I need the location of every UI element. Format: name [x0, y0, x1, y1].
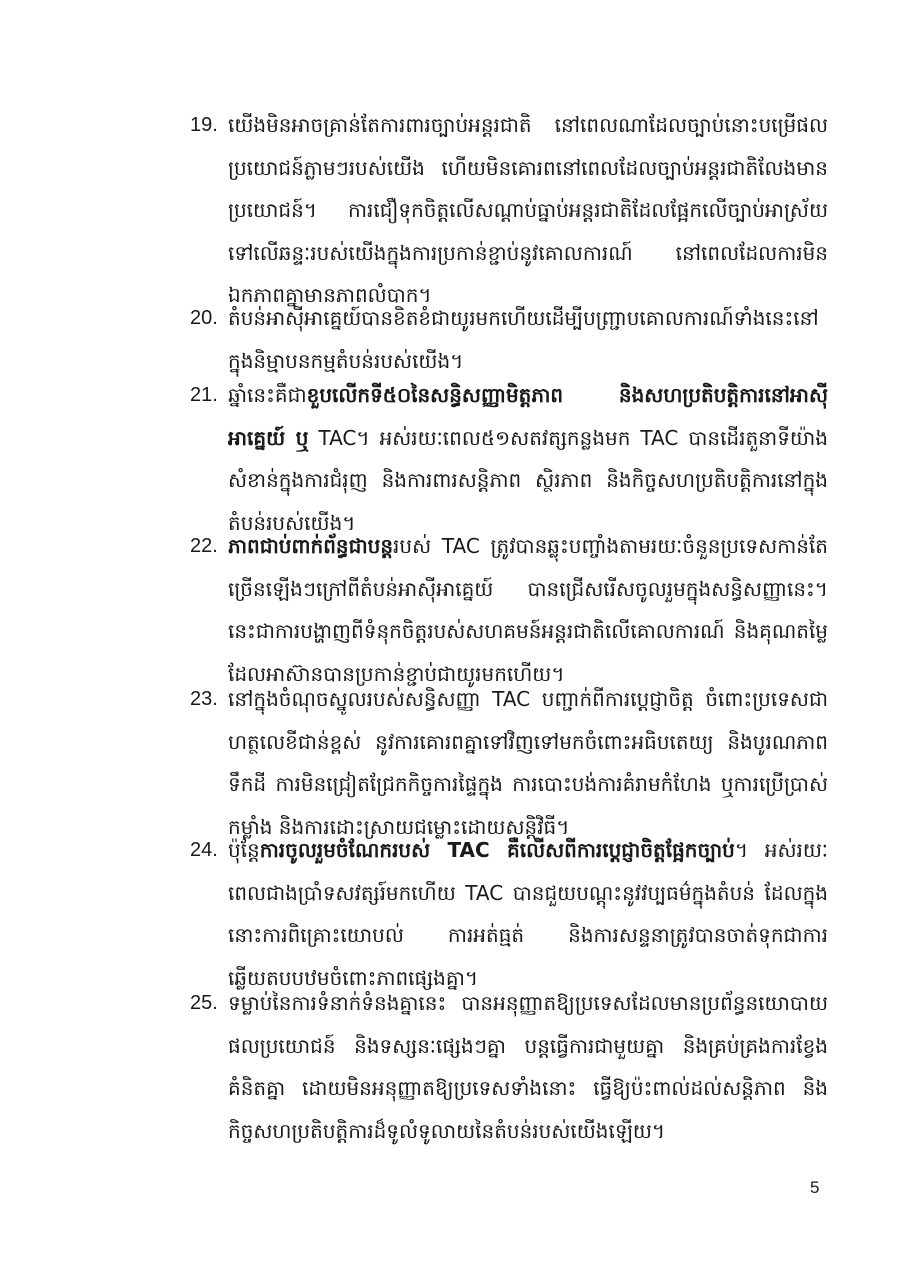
- paragraph-body: ។ អស់រយៈពេលជាងប្រាំទសវត្សរ៍មកហើយ TAC បានជួយបណ្តុះនូវវប្បធម៌ក្នុងតំបន់ ដែលក្នុងនោះការពិគ្រោះយោបល់ ការអត់ធ្មត់ និងការសន្ទនាត្រូវបានចាត់ទុកជាការឆ្លើយតបបឋមចំពោះភាពផ្សេងគ្នា។: [228, 838, 828, 990]
- paragraph-number: 23.: [190, 688, 218, 710]
- paragraph-number: 20.: [190, 307, 218, 329]
- paragraph-number: 25.: [190, 992, 218, 1014]
- paragraph-text: នៅក្នុងចំណុចស្នូលរបស់សន្ធិសញ្ញា TAC បញ្ជាក់ពីការប្តេជ្ញាចិត្ត ចំពោះប្រទេសជាហត្ថលេខីជាន់ខ្ពស់ នូវការគោរពគ្នាទៅវិញទៅមកចំពោះអធិបតេយ្យ និងបូរណភាពទឹកដី ការមិនជ្រៀតជ្រែកកិច្ចការផ្ទៃក្នុង ការបោះបង់ការគំរាមកំហែង ឬការប្រើប្រាស់កម្លាំង និងការដោះស្រាយជម្លោះដោយសន្តិវិធី។: [228, 687, 828, 839]
- paragraph-number: 24.: [190, 839, 218, 861]
- paragraph-text: [228, 829, 828, 999]
- paragraph-number: 19.: [190, 114, 218, 136]
- paragraph-number: 21.: [190, 384, 218, 406]
- paragraph-text: តំបន់អាស៊ីអាគ្នេយ៍បានខិតខំជាយូរមកហើយដើម្បីបញ្ជ្រាបគោលការណ៍ទាំងនេះនៅក្នុងនិម្មាបនកម្មតំបន់របស់យើង។: [228, 306, 819, 373]
- paragraph-text: យើងមិនអាចគ្រាន់តែការពារច្បាប់អន្តរជាតិ នៅពេលណាដែលច្បាប់នោះបម្រើផលប្រយោជន៍ភ្លាមៗរបស់យើង ហើយមិនគោរពនៅពេលដែលច្បាប់អន្តរជាតិលែងមានប្រយោជន៍។ ការជឿទុកចិត្តលើសណ្តាប់ធ្នាប់អន្តរជាតិដែលផ្អែកលើច្បាប់អាស្រ័យទៅលើឆន្ទៈរបស់យើងក្នុងការប្រកាន់ខ្ជាប់នូវគោលការណ៍ នៅពេលដែលការមិនឯកភាពគ្នាមានភាពលំបាក។: [228, 113, 828, 307]
- paragraph-bold-phrase: ខួបលើកទី៥០នៃសន្ធិសញ្ញាមិត្តភាព និងសហប្រតិបត្តិការនៅអាស៊ីអាគ្នេយ៍ ឬ: [228, 383, 828, 450]
- paragraph-number: 22.: [190, 535, 218, 557]
- paragraph-text: ទម្លាប់នៃការទំនាក់ទំនងគ្នានេះ បានអនុញ្ញាតឱ្យប្រទេសដែលមានប្រព័ន្ធនយោបាយ ផលប្រយោជន៍ និងទស្សនៈផ្សេងៗគ្នា បន្តធ្វើការជាមួយគ្នា និងគ្រប់គ្រងការខ្វែងគំនិតគ្នា ដោយមិនអនុញ្ញាតឱ្យប្រទេសទាំងនោះ ធ្វើឱ្យប៉ះពាល់ដល់សន្តិភាព និងកិច្ចសហប្រតិបត្តិការដ៏ទូលំទូលាយនៃតំបន់របស់យើងឡើយ។: [228, 991, 828, 1143]
- paragraph-body: TAC។ អស់រយៈពេល៥១សតវត្សកន្លងមក TAC បានដើរតួនាទីយ៉ាងសំខាន់ក្នុងការជំរុញ និងការពារសន្តិភាព ស្ថិរភាព និងកិច្ចសហប្រតិបត្តិការនៅក្នុងតំបន់របស់យើង។: [228, 425, 828, 535]
- page-number: 5: [810, 1178, 820, 1197]
- paragraph-text: [228, 374, 828, 544]
- paragraph-bold-phrase: ការចូលរួមចំណែករបស់ TAC គឺលើសពីការប្តេជ្ញាចិត្តផ្អែកច្បាប់: [259, 838, 735, 862]
- paragraph-bold-phrase: ភាពជាប់ពាក់ព័ន្ធជាបន្ត: [228, 534, 394, 558]
- paragraph-prefix: ឆ្នាំនេះគឺជា: [228, 383, 307, 407]
- paragraph-body: របស់ TAC ត្រូវបានឆ្លុះបញ្ចាំងតាមរយៈចំនួនប្រទេសកាន់តែច្រើនឡើងៗក្រៅពីតំបន់អាស៊ីអាគ្នេយ៍ បានជ្រើសរើសចូលរួមក្នុងសន្ធិសញ្ញានេះ។ នេះជាការបង្ហាញពីទំនុកចិត្តរបស់សហគមន៍អន្តរជាតិលើគោលការណ៍ និងគុណតម្លៃដែលអាស៊ានបានប្រកាន់ខ្ជាប់ជាយូរមកហើយ។: [228, 534, 828, 686]
- paragraph-text: [228, 525, 828, 695]
- paragraph-prefix: ប៉ុន្តែ: [228, 838, 260, 862]
